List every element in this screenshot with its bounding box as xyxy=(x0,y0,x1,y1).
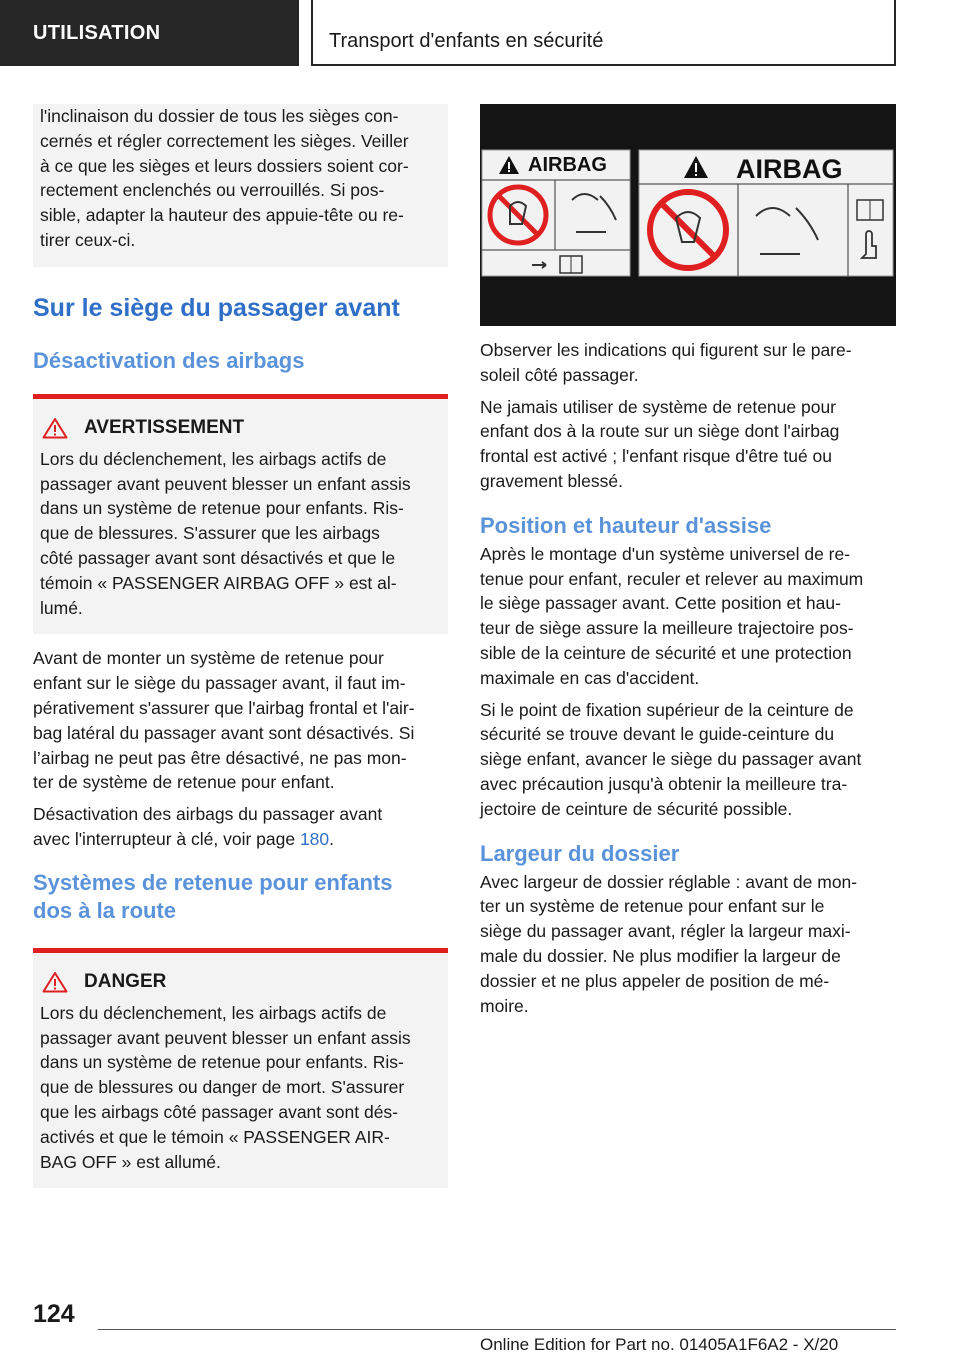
paragraph-after-mounting xyxy=(480,542,896,691)
body-line: Ne jamais utiliser de système de retenue pour xyxy=(480,396,837,417)
body-line: Après le montage d'un système universel de re‐ xyxy=(480,543,851,564)
heading-rearward-facing xyxy=(33,869,448,925)
intro-note-box xyxy=(33,104,448,267)
danger-title: DANGER xyxy=(84,970,167,992)
danger-line: passager avant peuvent blesser un enfant assis xyxy=(40,1027,411,1048)
danger-line: Lors du déclenchement, les airbags actifs de xyxy=(40,1002,387,1023)
body-line: sible de la ceinture de sécurité et une protection xyxy=(480,642,852,663)
paragraph-belt-anchor xyxy=(480,698,896,822)
warning-line: passager avant peuvent blesser un enfant assis xyxy=(40,473,411,494)
danger-line: activés et que le témoin « PASSENGER AIR‐ xyxy=(40,1126,390,1147)
intro-line: sible, adapter la hauteur des appuie-tête ou re‐ xyxy=(40,205,404,226)
body-line: jectoire de ceinture de sécurité possible. xyxy=(480,798,793,819)
body-line: siège du passager avant, régler la largeur maxi‐ xyxy=(480,921,851,942)
body-line: siège enfant, avancer le siège du passager avant xyxy=(480,749,862,770)
warning-line: côté passager avant sont désactivés et que le xyxy=(40,547,396,568)
body-line: enfant sur le siège du passager avant, il faut im‐ xyxy=(33,673,406,694)
warning-triangle-icon xyxy=(42,971,68,993)
heading-seat-position: Position et hauteur d'assise xyxy=(480,512,772,538)
paragraph-never-use xyxy=(480,395,896,494)
danger-header xyxy=(40,969,441,995)
heading-backrest-width: Largeur du dossier xyxy=(480,840,680,866)
intro-line: cernés et régler correctement les sièges. Veiller xyxy=(40,130,409,151)
body-line: le siège passager avant. Cette position et hau‐ xyxy=(480,593,841,614)
intro-line: rectement enclenchés ou verrouillés. Si pos‐ xyxy=(40,180,385,201)
body-line: male du dossier. Ne plus modifier la largeur de xyxy=(480,945,841,966)
airbag-label-small: AIRBAG xyxy=(528,154,607,176)
warning-line: dans un système de retenue pour enfants. Ris‐ xyxy=(40,498,404,519)
body-line: Désactivation des airbags du passager avant xyxy=(33,804,383,825)
paragraph-backrest-width xyxy=(480,870,896,1019)
airbag-sticker-illustration xyxy=(480,104,896,326)
body-line: teur de siège assure la meilleure trajectoire pos‐ xyxy=(480,618,854,639)
body-line: ter de système de retenue pour enfant. xyxy=(33,772,335,793)
heading-airbag-deactivation: Désactivation des airbags xyxy=(33,347,305,373)
warning-triangle-icon xyxy=(42,417,68,439)
intro-line: l'inclinaison du dossier de tous les sièges con‐ xyxy=(40,106,399,126)
body-line: dossier et ne plus appeler de position de mé‐ xyxy=(480,970,830,991)
intro-line: tirer ceux-ci. xyxy=(40,229,136,250)
body-line: Avec largeur de dossier réglable : avant de mon‐ xyxy=(480,871,858,892)
right-column xyxy=(480,104,896,1025)
airbag-label-image xyxy=(480,104,896,326)
footer-divider xyxy=(98,1329,896,1330)
body-line: bag latéral du passager avant sont désactivés. Si xyxy=(33,722,415,743)
danger-line: que de blessures ou danger de mort. S'assurer xyxy=(40,1077,405,1098)
body-line: maximale en cas d'accident. xyxy=(480,667,700,688)
body-line xyxy=(33,827,448,852)
body-line: enfant dos à la route sur un siège dont l'airbag xyxy=(480,421,840,442)
danger-box xyxy=(33,948,448,1189)
heading-line: Systèmes de retenue pour enfants xyxy=(33,869,393,895)
body-line: pérativement s'assurer que l'airbag frontal et l'air‐ xyxy=(33,697,415,718)
heading-line: dos à la route xyxy=(33,897,177,923)
danger-line: BAG OFF » est allumé. xyxy=(40,1151,221,1172)
body-line: tenue pour enfant, reculer et relever au maximum xyxy=(480,568,864,589)
warning-box xyxy=(33,394,448,635)
chapter-title-text: Transport d'enfants en sécurité xyxy=(329,30,604,52)
footer-edition: Online Edition for Part no. 01405A1F6A2 - X/20 xyxy=(480,1335,839,1354)
paragraph-key-switch xyxy=(33,802,448,852)
warning-title: AVERTISSEMENT xyxy=(84,416,245,438)
body-line: moire. xyxy=(480,995,529,1016)
body-text: avec l'interrupteur à clé, voir page xyxy=(33,828,300,849)
left-column xyxy=(33,104,448,1188)
warning-line: que de blessures. S'assurer que les airbags xyxy=(40,523,380,544)
body-text: . xyxy=(329,828,335,849)
body-line: l’airbag ne peut pas être désactivé, ne pas mon‐ xyxy=(33,747,407,768)
body-line: ter un système de retenue pour enfant sur le xyxy=(480,896,825,917)
warning-line: Lors du déclenchement, les airbags actifs de xyxy=(40,448,387,469)
body-line: Avant de monter un système de retenue pour xyxy=(33,648,384,669)
header-chapter-title xyxy=(311,0,896,66)
heading-front-passenger-seat: Sur le siège du passager avant xyxy=(33,293,400,322)
body-line: Si le point de fixation supérieur de la ceinture de xyxy=(480,699,854,720)
body-line: avec précaution jusqu'à obtenir la meilleure tra‐ xyxy=(480,773,848,794)
paragraph-before-mounting xyxy=(33,646,448,795)
body-line: sécurité se trouve devant le guide-ceinture du xyxy=(480,724,835,745)
page-link-180[interactable]: 180 xyxy=(299,828,330,849)
body-line: frontal est activé ; l'enfant risque d'être tué ou xyxy=(480,446,833,467)
page-number: 124 xyxy=(33,1300,75,1328)
airbag-label-large: AIRBAG xyxy=(736,154,843,184)
header-section-tab: UTILISATION xyxy=(0,0,299,66)
body-line: Observer les indications qui figurent sur le pare- xyxy=(480,340,852,360)
intro-line: à ce que les sièges et leurs dossiers soient cor‐ xyxy=(40,155,409,176)
body-line: soleil côté passager. xyxy=(480,364,639,385)
warning-line: lumé. xyxy=(40,597,83,618)
danger-line: que les airbags côté passager avant sont dés‐ xyxy=(40,1101,398,1122)
body-line: gravement blessé. xyxy=(480,470,623,491)
warning-header xyxy=(40,415,441,441)
warning-line: témoin « PASSENGER AIRBAG OFF » est al‐ xyxy=(40,572,397,593)
paragraph-observe xyxy=(480,338,896,388)
danger-line: dans un système de retenue pour enfants. Ris‐ xyxy=(40,1052,404,1073)
